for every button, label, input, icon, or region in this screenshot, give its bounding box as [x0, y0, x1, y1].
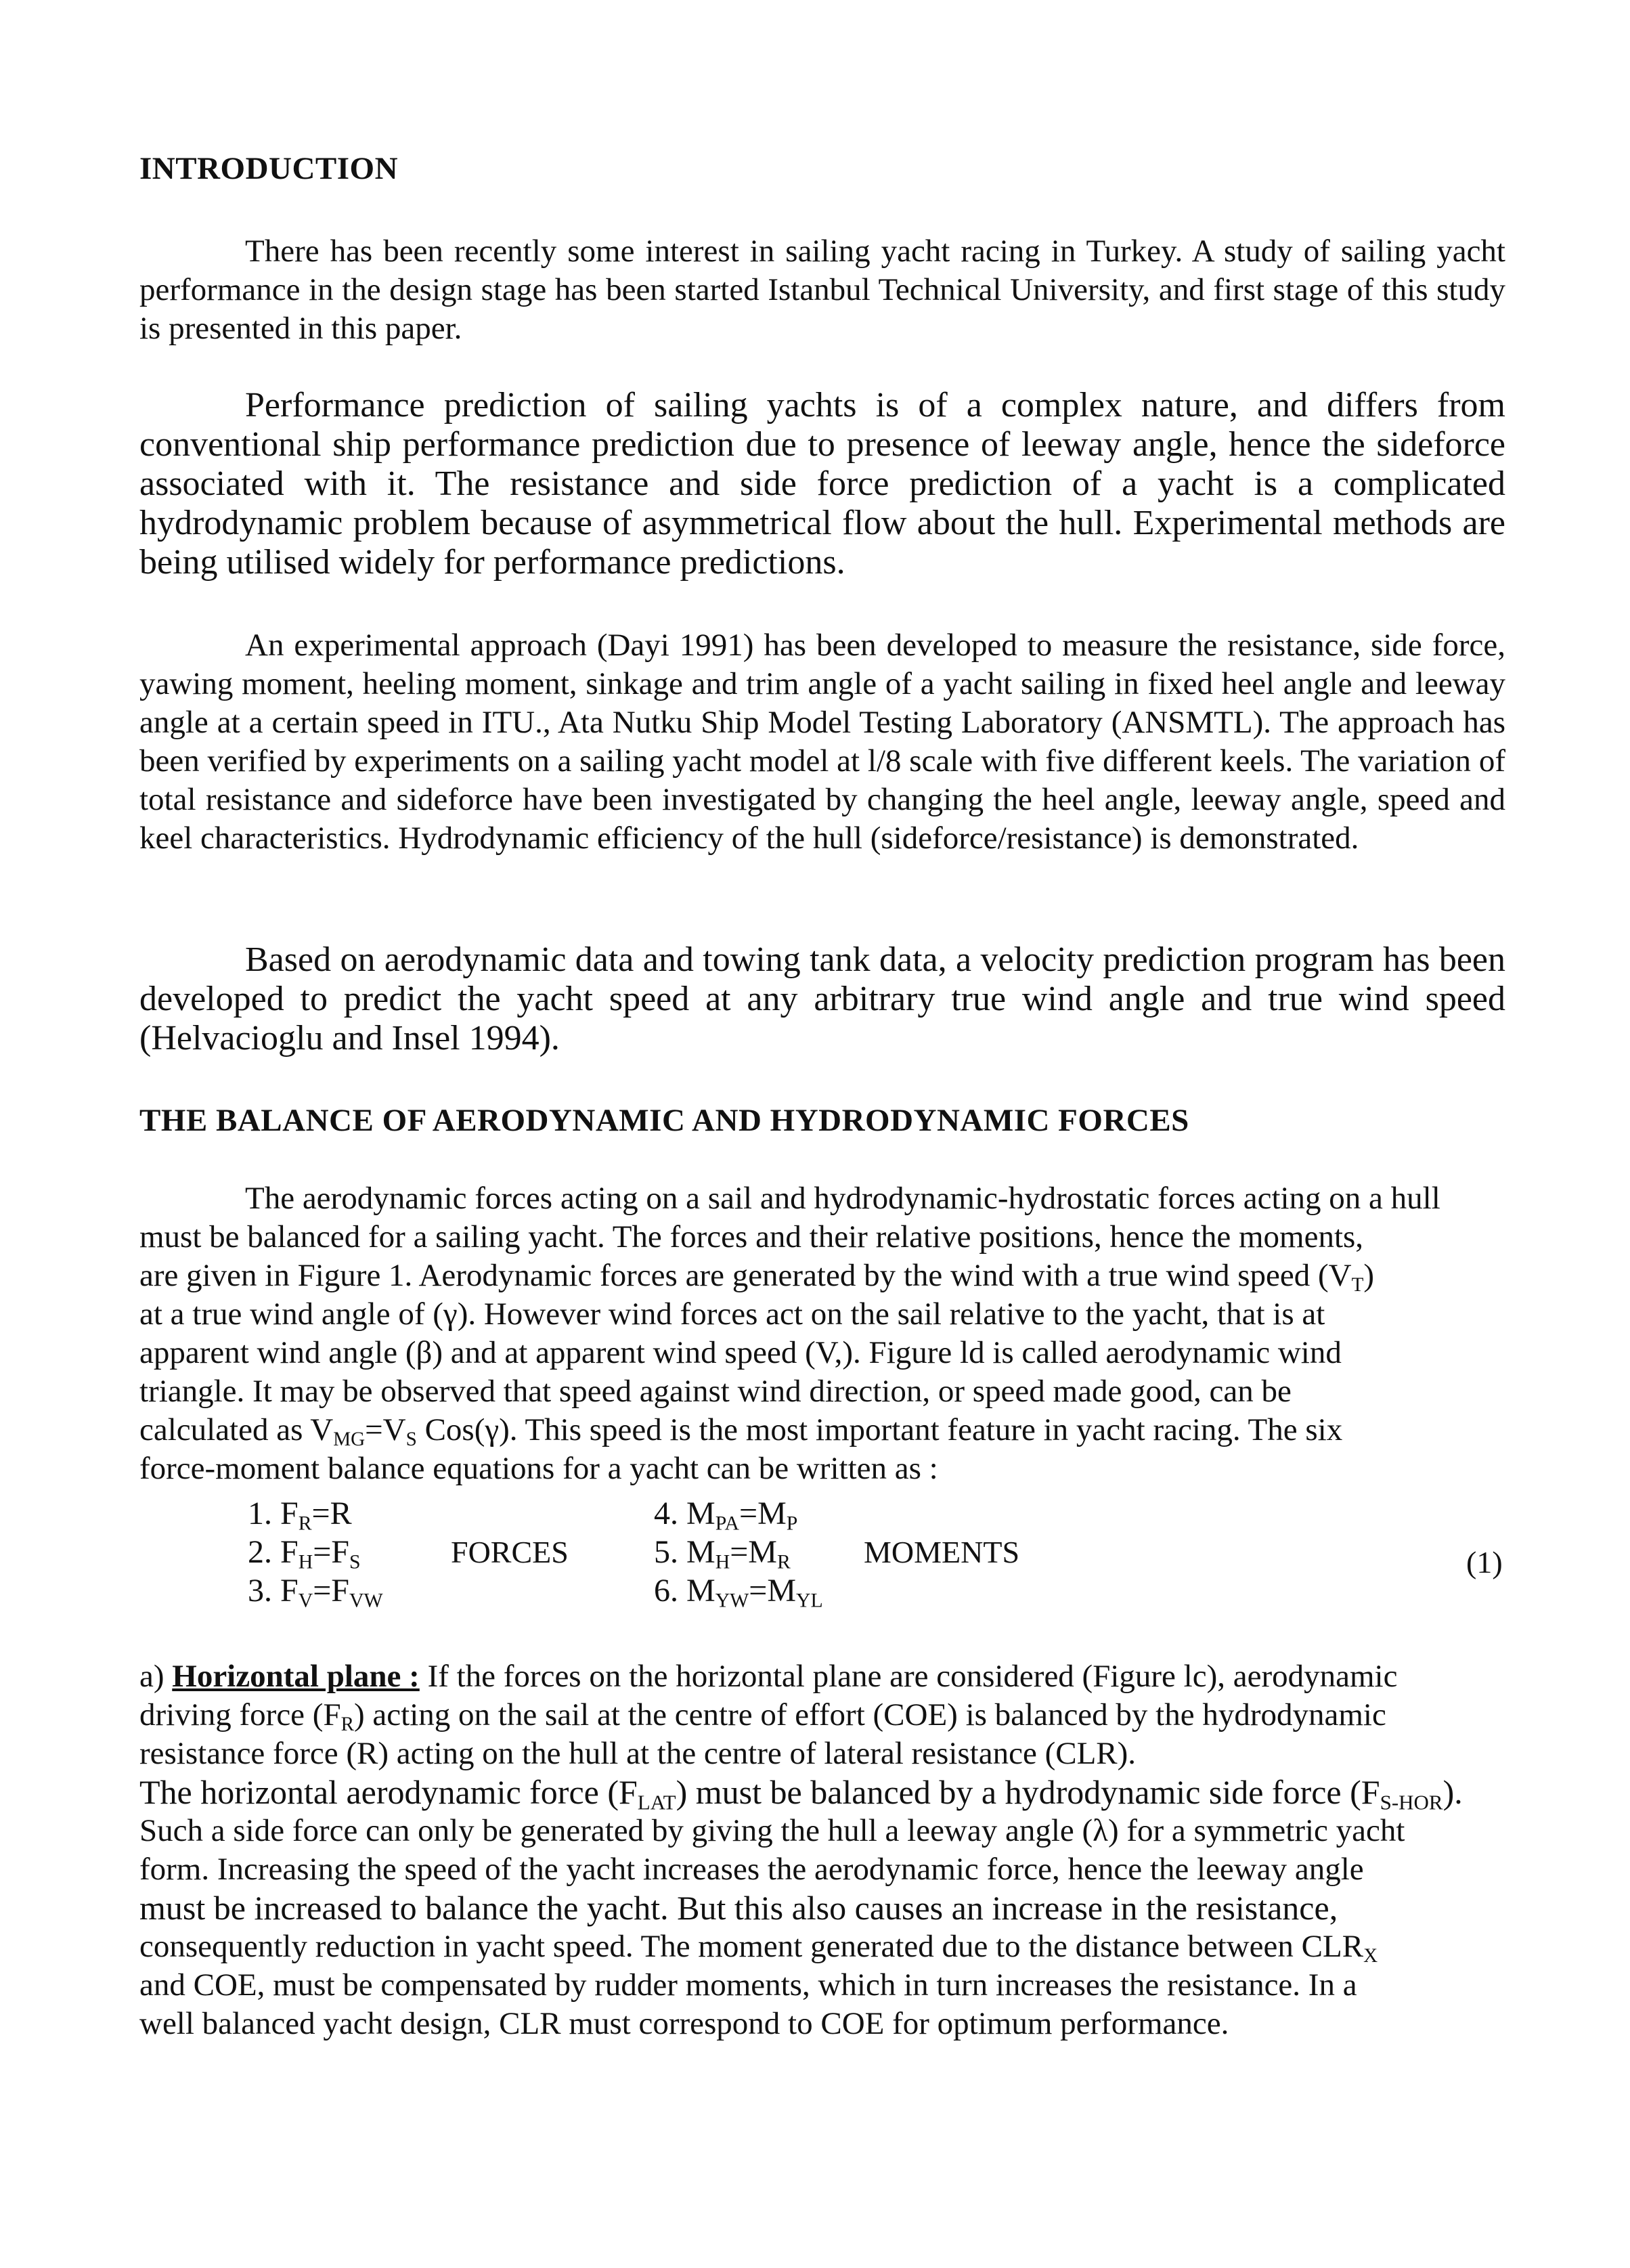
balance-line-8: force-moment balance equations for a yacht can be written as : — [139, 1451, 938, 1486]
equation-3: 3. $F_V=F_{VW}$ — [248, 1573, 383, 1612]
balance-line-6: triangle. It may be observed that speed against wind direction, or speed made good, can be — [139, 1374, 1292, 1409]
equation-6: 6. $M_{YW}=M_{YL}$ — [654, 1573, 823, 1612]
equation-forces-label: FORCES — [451, 1535, 569, 1569]
heading-introduction: INTRODUCTION — [139, 151, 399, 186]
equation-2: 2. $F_H=F_S$ — [248, 1534, 361, 1573]
horizontal-line-5: Such a side force can only be generated by giving the hull a leeway angle (λ) for a symmetric yacht — [139, 1813, 1405, 1848]
equation-4: 4. $M_{PA}=M_P$ — [654, 1496, 798, 1535]
horizontal-line-6: form. Increasing the speed of the yacht increases the aerodynamic force, hence the leeway angle — [139, 1852, 1364, 1887]
balance-line-1: The aerodynamic forces acting on a sail and hydrodynamic-hydrostatic forces acting on a hull — [245, 1181, 1440, 1216]
balance-paragraph — [139, 1179, 1505, 1488]
horizontal-line-8: consequently reduction in yacht speed. The moment generated due to the distance between $CLR_X$ — [139, 1929, 1378, 1967]
horizontal-line-2: driving force $(F_R)$ acting on the sail at the centre of effort (COE) is balanced by the hydrodynamic — [139, 1697, 1386, 1736]
equation-1: 1. $F_R=R$ — [248, 1496, 352, 1535]
horizontal-plane-label: Horizontal plane : — [172, 1659, 420, 1694]
equation-moments-label: MOMENTS — [864, 1535, 1020, 1569]
horizontal-plane-paragraph — [139, 1657, 1505, 2043]
intro-paragraph-1: There has been recently some interest in sailing yacht racing in Turkey. A study of sailing yacht performance in the design stage has been started Istanbul Technical University, and first stage of this study is presented in this paper. — [139, 234, 1505, 346]
intro-paragraph-4: Based on aerodynamic data and towing tank data, a velocity prediction program has been developed to predict the yacht speed at any arbitrary true wind angle and true wind speed (Helvacioglu and Insel 1994). — [139, 940, 1505, 1057]
balance-line-5: apparent wind angle (β) and at apparent wind speed (V,). Figure ld is called aerodynamic wind — [139, 1335, 1342, 1370]
heading-balance-forces: THE BALANCE OF AERODYNAMIC AND HYDRODYNAMIC FORCES — [139, 1103, 1189, 1138]
horizontal-line-10: well balanced yacht design, CLR must correspond to COE for optimum performance. — [139, 2006, 1229, 2041]
horizontal-line-1: a) Horizontal plane : If the forces on the horizontal plane are considered (Figure lc), aerodynamic — [139, 1659, 1398, 1694]
intro-paragraph-2: Performance prediction of sailing yachts is of a complex nature, and differs from conventional ship performance prediction due to presence of leeway angle, hence the sideforce associated with it. The resistance and side force prediction of a yacht is a complicated hydrodynamic problem because of asymmetrical flow about the hull. Experimental methods are being utilised widely for performance predictions. — [139, 386, 1505, 582]
intro-paragraph-3: An experimental approach (Dayi 1991) has been developed to measure the resistance, side force, yawing moment, heeling moment, sinkage and trim angle of a yacht sailing in fixed heel angle and leeway angle at a certain speed in ITU., Ata Nutku Ship Model Testing Laboratory (ANSMTL). The approach has been verified by experiments on a sailing yacht model at l/8 scale with five different keels. The variation of total resistance and sideforce have been investigated by changing the heel angle, leeway angle, speed and keel characteristics. Hydrodynamic efficiency of the hull (sideforce/resistance) is demonstrated. — [139, 628, 1505, 856]
balance-line-2: must be balanced for a sailing yacht. The forces and their relative positions, hence the moments, — [139, 1219, 1364, 1255]
horizontal-line-4: The horizontal aerodynamic force $(F_{LAT})$ must be balanced by a hydrodynamic side force $(F_{S-HOR})$. — [139, 1773, 1463, 1814]
horizontal-line-3: resistance force (R) acting on the hull at the centre of lateral resistance (CLR). — [139, 1736, 1137, 1771]
balance-line-4: at a true wind angle of (γ). However wind forces act on the sail relative to the yacht, that is at — [139, 1296, 1325, 1332]
horizontal-line-9: and COE, must be compensated by rudder moments, which in turn increases the resistance. In a — [139, 1967, 1357, 2003]
horizontal-line-7: must be increased to balance the yacht. But this also causes an increase in the resistance, — [139, 1889, 1338, 1927]
equation-5: 5. $M_H=M_R$ — [654, 1534, 791, 1573]
equation-number: (1) — [1466, 1545, 1503, 1579]
balance-line-7: calculated as $V_{MG}=V_S$ Cos(γ). This speed is the most important feature in yacht racing. The six — [139, 1412, 1343, 1451]
balance-line-3: are given in Figure 1. Aerodynamic forces are generated by the wind with a true wind speed $(V_T)$ — [139, 1258, 1375, 1296]
